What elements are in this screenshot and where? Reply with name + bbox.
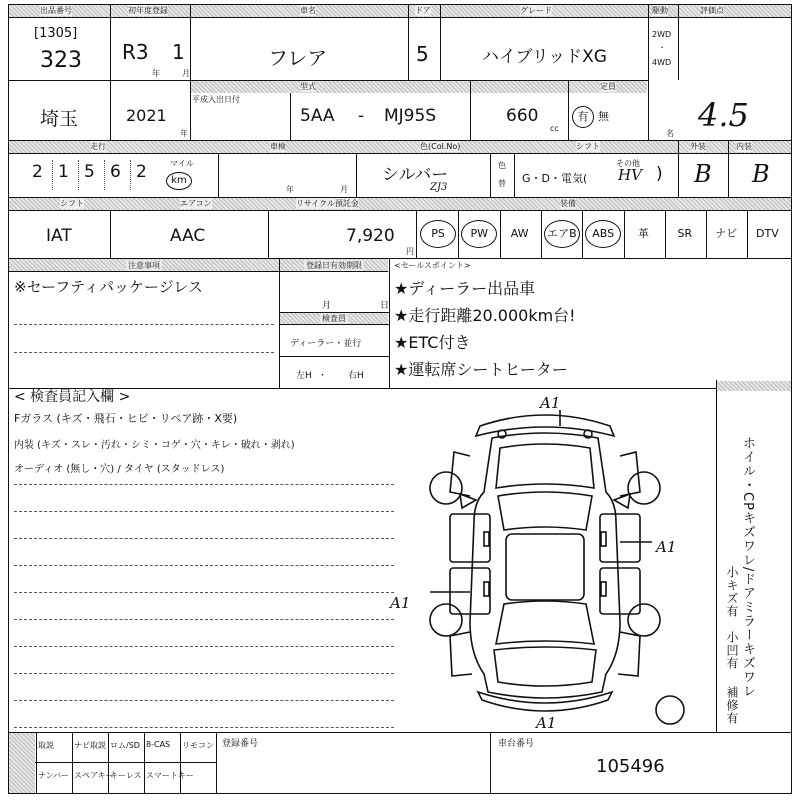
shift-options: G・D・電気(: [522, 172, 588, 185]
equipment-item: 革: [638, 227, 649, 240]
aircon-label: エアコン: [180, 199, 212, 208]
shift-type-label: シフト: [60, 199, 84, 208]
km-circle: km: [166, 172, 192, 190]
exterior-label: 外装: [690, 142, 706, 151]
inspection-label: 検査員: [322, 314, 346, 323]
notice-header: [9, 259, 279, 271]
inspector-line: [14, 538, 394, 539]
equipment-divider: [541, 210, 542, 258]
damage-mark-front: A1: [540, 394, 561, 412]
damage-mark-left: A1: [390, 594, 411, 612]
overall-score: 4.5: [698, 96, 749, 134]
region: 埼玉: [40, 108, 79, 130]
notice-label: 注意事項: [128, 260, 160, 270]
reg-month: 1: [172, 40, 185, 64]
sales-label: <セールスポイント>: [394, 261, 471, 270]
model-label: 型式: [300, 82, 316, 91]
equipment-item: ナビ: [715, 227, 738, 240]
color-kae: 替: [498, 179, 506, 188]
footer-item-bottom: スペアキー: [74, 771, 114, 780]
shift-sonota: その他: [616, 159, 640, 168]
inspector-line: [14, 592, 394, 593]
footer-item-top: リモコン: [182, 741, 214, 750]
vertical-note: ホイル・CPキズワレ/ドアミラーキズワレ: [740, 436, 755, 699]
mileage-digit: 5: [84, 162, 95, 182]
footer-divider: [180, 732, 181, 794]
yen-unit: 円: [406, 247, 414, 256]
grade-label: グレード: [520, 6, 552, 15]
left-hand: 左H: [296, 371, 312, 381]
footer-item-top: 8-CAS: [146, 740, 171, 749]
drive-2wd: 2WD: [652, 30, 672, 39]
model-year-label: 初年度登録: [128, 6, 168, 15]
recycle-label: リサイクル預託金: [296, 199, 359, 208]
mileage-separator: [104, 160, 105, 190]
deadline-hi: 日: [380, 301, 390, 311]
exterior-grade: B: [694, 160, 712, 188]
inspector-line2: 内装 (キズ・スレ・汚れ・シミ・コゲ・穴・キレ・破れ・剥れ): [14, 440, 295, 451]
inspector-line: [14, 511, 394, 512]
drive-label: 駆動: [652, 6, 668, 15]
mileage-separator: [130, 160, 131, 190]
inspector-line: [14, 727, 394, 728]
header-strip-row1: [9, 5, 791, 17]
shaken-tsuki: 月: [340, 185, 348, 194]
vertical-header: [717, 381, 791, 391]
inspector-line: [14, 673, 394, 674]
chassis-label: 車台番号: [498, 739, 535, 749]
footer-item-bottom: ナンバー: [38, 771, 70, 780]
header-strip-row2: [191, 81, 647, 93]
sales-point: ★走行距離20.000km台!: [394, 306, 576, 325]
inspector-line3: オーディオ (無し・穴) / タイヤ (スタッドレス): [14, 464, 225, 475]
shift-close: ): [656, 164, 663, 184]
interior-label: 内装: [736, 142, 752, 151]
recycle-fee: 7,920: [346, 226, 395, 246]
mile-label: マイル: [170, 159, 194, 168]
first-reg-label: 平成入出日付: [192, 95, 240, 104]
displacement: 660: [506, 106, 539, 126]
score-label: 評価点: [700, 6, 724, 15]
footer-divider: [72, 732, 73, 794]
model-code: MJ95S: [384, 106, 437, 126]
hand-dot: ・: [318, 371, 328, 381]
sales-point: ★運転席シートヒーター: [394, 360, 568, 379]
right-hand: 右H: [348, 371, 364, 381]
doors: 5: [416, 42, 429, 66]
equipment-item: ABS: [585, 220, 621, 248]
reg-no-label: 登録番号: [222, 739, 259, 749]
reg-deadline-label: 登録日有効期限: [306, 260, 362, 270]
drive-4wd: 4WD: [652, 58, 672, 67]
nen-label: 年: [152, 69, 160, 78]
equipment-item: AW: [510, 227, 529, 240]
footer-divider: [144, 732, 145, 794]
color: シルバー: [382, 165, 449, 185]
equipment-divider: [458, 210, 459, 258]
mileage-separator: [78, 160, 79, 190]
lot-prefix: [1305]: [34, 26, 78, 41]
equipment-divider: [665, 210, 666, 258]
transmission: IAT: [46, 226, 72, 246]
notice-text: ※セーフティパッケージレス: [14, 278, 203, 296]
equipment-divider: [706, 210, 707, 258]
inspector-line: [14, 700, 394, 701]
cc-unit: cc: [550, 124, 559, 133]
capacity-no: 無: [598, 110, 609, 123]
mileage-digit: 6: [110, 162, 121, 182]
damage-mark-right: A1: [656, 538, 677, 556]
inspector-line: [14, 619, 394, 620]
equipment-divider: [500, 210, 501, 258]
inspector-line: [14, 484, 394, 485]
tsuki-label: 月: [182, 69, 190, 78]
mileage-digit: 1: [58, 162, 69, 182]
damage-mark-rear: A1: [536, 714, 557, 732]
footer-item-top: 取説: [38, 741, 54, 750]
footer-item-bottom: スマートキー: [146, 771, 194, 780]
model-dash: -: [358, 106, 365, 126]
color-iro: 色: [498, 161, 506, 170]
equipment-item: SR: [677, 227, 693, 240]
sales-point: ★ディーラー出品車: [394, 279, 536, 298]
equipment-divider: [582, 210, 583, 258]
inspector-title: < 検査員記入欄 >: [14, 389, 131, 405]
inspector-line1: Fガラス (キズ・飛石・ヒビ・リペア跡・X要): [14, 412, 238, 425]
era-year: R3: [122, 40, 149, 64]
car-diagram: [380, 392, 710, 732]
footer-item-top: ロム/SD: [110, 741, 140, 750]
grade: ハイブリッドXG: [482, 47, 607, 67]
shift-value: HV: [618, 166, 642, 184]
inspection-header: [280, 313, 388, 324]
shaken-label: 車検: [270, 142, 286, 151]
color-label: 色(Col.No): [420, 142, 461, 151]
first-reg-year: 2021: [126, 106, 167, 125]
equipment-item: PS: [420, 220, 456, 248]
mileage-digit: 2: [32, 162, 43, 182]
chassis-number: 105496: [596, 756, 665, 777]
shift-label: シフト: [576, 142, 600, 151]
aircon: AAC: [170, 226, 206, 246]
interior-grade: B: [752, 160, 770, 188]
inspector-line: [14, 565, 394, 566]
equipment-item: PW: [461, 220, 497, 248]
capacity-label: 定員: [600, 82, 616, 91]
sales-point: ★ETC付き: [394, 333, 471, 352]
capacity-mei: 名: [666, 129, 674, 138]
footer-side-strip: [9, 733, 35, 793]
equipment-item: エアB: [544, 220, 580, 248]
reg-deadline-header: [280, 259, 388, 271]
drive-dot: ・: [658, 43, 666, 52]
footer-divider: [108, 732, 109, 794]
equip-label: 装備: [560, 199, 576, 208]
color-no: ZJ3: [430, 182, 448, 193]
doors-label: ドア: [415, 6, 431, 15]
mileage-digit: 2: [136, 162, 147, 182]
car-name: フレア: [268, 46, 328, 70]
footer-item-top: ナビ取説: [74, 741, 106, 750]
equipment-divider: [624, 210, 625, 258]
footer-mid-line: [35, 762, 216, 763]
car-name-label: 車名: [300, 6, 316, 15]
header-strip-row3: [9, 141, 791, 153]
auction-no-label: 出品番号: [40, 6, 72, 15]
inspector-line: [14, 646, 394, 647]
equipment-divider: [747, 210, 748, 258]
model-prefix: 5AA: [300, 106, 335, 126]
lot-number: 323: [40, 48, 82, 73]
dealer-parallel: ディーラー・並行: [290, 339, 362, 349]
mileage-separator: [52, 160, 53, 190]
vertical-note3: 補修有: [725, 686, 739, 725]
deadline-tsuki: 月: [322, 301, 332, 311]
capacity-yes-circle: 有: [572, 106, 594, 128]
footer-divider: [36, 732, 37, 794]
footer-item-bottom: キーレス: [110, 771, 142, 780]
equipment-item: DTV: [756, 227, 779, 240]
year-suffix: 年: [180, 129, 188, 138]
header-strip-row4: [9, 198, 791, 210]
shaken-nen: 年: [286, 185, 294, 194]
vertical-note2: 小キズ有 小凹有: [725, 566, 739, 670]
mileage-label: 走行: [90, 142, 106, 151]
